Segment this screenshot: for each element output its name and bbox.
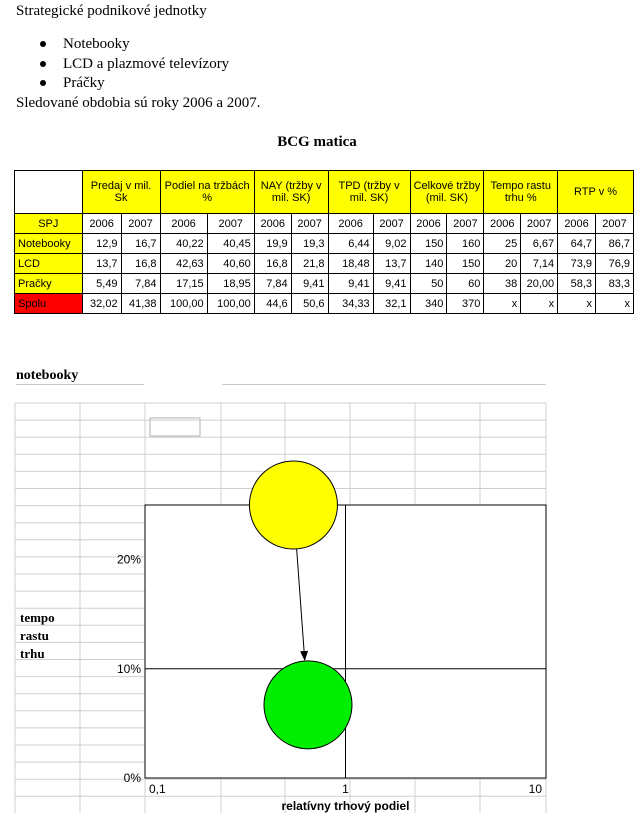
table-cell: 13,7	[373, 254, 410, 274]
year-cell: 2006	[484, 214, 521, 234]
table-cell: 7,84	[254, 274, 291, 294]
sheet-gridline	[222, 384, 546, 385]
table-cell: 18,95	[207, 274, 254, 294]
table-cell: 44,6	[254, 294, 291, 314]
table-cell: 7,14	[521, 254, 558, 274]
table-cell: 60	[447, 274, 484, 294]
x-tick-label: 1	[342, 782, 349, 796]
table-cell: 5,49	[82, 274, 121, 294]
table-cell: 6,44	[328, 234, 373, 254]
table-cell: 7,84	[121, 274, 160, 294]
table-cell: 370	[447, 294, 484, 314]
table-row	[15, 254, 634, 274]
table-cell: 20	[484, 254, 521, 274]
table-cell: 18,48	[328, 254, 373, 274]
y-tick-label: 20%	[116, 552, 141, 567]
y-tick-label: 10%	[116, 661, 141, 676]
table-header: TPD (tržby v mil. SK)	[328, 171, 410, 214]
table-cell: 9,02	[373, 234, 410, 254]
year-cell: 2007	[596, 214, 634, 234]
table-cell: 64,7	[558, 234, 596, 254]
year-cell: 2006	[558, 214, 596, 234]
table-cell: 20,00	[521, 274, 558, 294]
year-cell: 2007	[521, 214, 558, 234]
year-cell: 2006	[410, 214, 447, 234]
year-cell: 2006	[254, 214, 291, 234]
table-row	[15, 274, 634, 294]
table-cell: x	[558, 294, 596, 314]
bubble-marker	[249, 461, 337, 549]
bcg-table	[14, 170, 634, 314]
row-label: Notebooky	[15, 234, 83, 254]
year-row-label: SPJ	[15, 214, 83, 234]
table-cell: 83,3	[596, 274, 634, 294]
table-header: NAY (tržby v mil. SK)	[254, 171, 328, 214]
table-header: Podiel na tržbách %	[160, 171, 254, 214]
table-cell: 34,33	[328, 294, 373, 314]
table-cell: 73,9	[558, 254, 596, 274]
x-tick-label: 10	[528, 782, 542, 796]
empty-cell-box	[150, 418, 200, 436]
table-cell: 6,67	[521, 234, 558, 254]
table-cell: x	[596, 294, 634, 314]
section-label: notebooky	[16, 368, 79, 383]
plot-area	[117, 461, 546, 796]
year-cell: 2007	[291, 214, 328, 234]
table-cell: 9,41	[373, 274, 410, 294]
table-cell: 86,7	[596, 234, 634, 254]
x-axis-title: relatívny trhový podiel	[281, 799, 410, 813]
table-cell: 100,00	[207, 294, 254, 314]
table-cell: 140	[410, 254, 447, 274]
table-cell: 41,38	[121, 294, 160, 314]
table-cell: 16,8	[254, 254, 291, 274]
x-tick-label: 0,1	[149, 782, 166, 796]
table-header: RTP v %	[558, 171, 634, 214]
table-header: Tempo rastu trhu %	[484, 171, 558, 214]
table-header-row	[15, 171, 634, 214]
table-cell: 100,00	[160, 294, 207, 314]
table-cell: 40,60	[207, 254, 254, 274]
table-cell: x	[484, 294, 521, 314]
table-cell: 150	[410, 234, 447, 254]
table-cell: x	[521, 294, 558, 314]
table-header: Celkové tržby (mil. SK)	[410, 171, 484, 214]
table-cell: 9,41	[328, 274, 373, 294]
year-cell: 2006	[328, 214, 373, 234]
table-cell: 12,9	[82, 234, 121, 254]
table-cell: 17,15	[160, 274, 207, 294]
table-cell: 50	[410, 274, 447, 294]
table-cell: 25	[484, 234, 521, 254]
table-cell: 19,3	[291, 234, 328, 254]
sheet-gridline	[16, 384, 144, 385]
table-header: Predaj v mil. Sk	[82, 171, 160, 214]
matrix-title: BCG matica	[277, 134, 357, 150]
bubble-marker	[264, 661, 352, 749]
table-header-blank	[15, 171, 83, 214]
table-cell: 13,7	[82, 254, 121, 274]
table-cell: 50,6	[291, 294, 328, 314]
list-item: LCD a plazmové televízory	[16, 55, 261, 75]
list-item: Práčky	[16, 74, 261, 94]
y-axis-title-line: rastu	[20, 628, 49, 643]
table-cell: 150	[447, 254, 484, 274]
list-item: Notebooky	[16, 35, 261, 55]
table-cell: 340	[410, 294, 447, 314]
table-cell: 32,1	[373, 294, 410, 314]
unit-list	[16, 35, 261, 94]
table-cell: 32,02	[82, 294, 121, 314]
table-cell: 16,7	[121, 234, 160, 254]
table-cell: 38	[484, 274, 521, 294]
year-row	[15, 214, 634, 234]
table-cell: 21,8	[291, 254, 328, 274]
bcg-chart	[0, 395, 640, 819]
period-note: Sledované obdobia sú roky 2006 a 2007.	[16, 94, 261, 111]
y-axis-title-line: tempo	[20, 610, 55, 625]
table-cell: 58,3	[558, 274, 596, 294]
year-cell: 2007	[207, 214, 254, 234]
year-cell: 2006	[160, 214, 207, 234]
intro-heading: Strategické podnikové jednotky	[16, 3, 207, 19]
y-axis-title	[20, 610, 55, 661]
table-cell: 76,9	[596, 254, 634, 274]
row-label: Pračky	[15, 274, 83, 294]
table-row	[15, 234, 634, 254]
table-cell: 19,9	[254, 234, 291, 254]
y-axis-title-line: trhu	[20, 646, 45, 661]
year-cell: 2007	[121, 214, 160, 234]
table-row	[15, 294, 634, 314]
table-cell: 40,45	[207, 234, 254, 254]
intro-block	[16, 2, 261, 113]
y-tick-label: 0%	[123, 771, 141, 785]
row-label: Spolu	[15, 294, 83, 314]
table-cell: 42,63	[160, 254, 207, 274]
year-cell: 2006	[82, 214, 121, 234]
year-cell: 2007	[373, 214, 410, 234]
row-label: LCD	[15, 254, 83, 274]
table-cell: 16,8	[121, 254, 160, 274]
table-cell: 40,22	[160, 234, 207, 254]
year-cell: 2007	[447, 214, 484, 234]
table-cell: 9,41	[291, 274, 328, 294]
table-cell: 160	[447, 234, 484, 254]
